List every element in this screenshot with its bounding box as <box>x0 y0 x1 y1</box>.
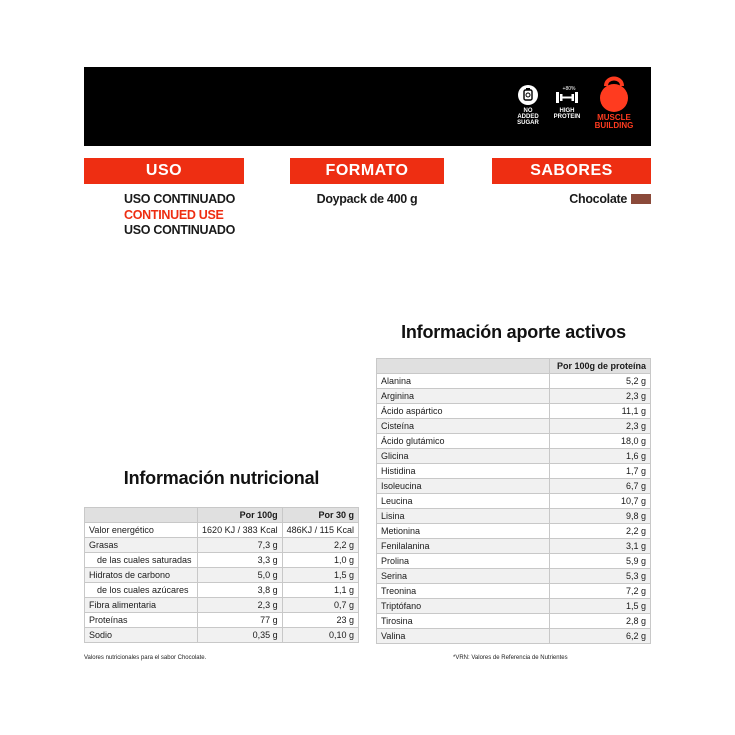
nutricional-cell-value: 2,2 g <box>282 538 358 553</box>
sabores-header: SABORES <box>492 158 651 184</box>
activos-cell-value: 3,1 g <box>550 539 651 554</box>
nutricional-cell-value: 3,3 g <box>198 553 283 568</box>
activos-row <box>377 389 651 404</box>
activos-row <box>377 539 651 554</box>
activos-cell-value: 6,7 g <box>550 479 651 494</box>
dumbbell-icon-text: +80% <box>562 86 576 92</box>
activos-cell-name: Glicina <box>377 449 550 464</box>
nutricional-row <box>85 553 359 568</box>
activos-cell-value: 5,2 g <box>550 374 651 389</box>
activos-row <box>377 419 651 434</box>
activos-cell-name: Leucina <box>377 494 550 509</box>
nutricional-cell-value: 0,35 g <box>198 628 283 643</box>
activos-cell-value: 9,8 g <box>550 509 651 524</box>
nutricional-header-row <box>85 508 359 523</box>
nutricional-cell-name: Proteínas <box>85 613 198 628</box>
activos-cell-value: 2,3 g <box>550 389 651 404</box>
activos-cell-value: 1,5 g <box>550 599 651 614</box>
activos-table <box>376 358 651 644</box>
nutricional-cell-value: 0,10 g <box>282 628 358 643</box>
activos-cell-value: 18,0 g <box>550 434 651 449</box>
badge-muscle-building <box>594 74 634 130</box>
activos-cell-name: Tirosina <box>377 614 550 629</box>
nutricional-row <box>85 583 359 598</box>
activos-cell-name: Serina <box>377 569 550 584</box>
activos-cell-value: 2,2 g <box>550 524 651 539</box>
flavor-name: Chocolate <box>569 192 627 206</box>
uso-text <box>124 192 235 239</box>
activos-header-per100: Por 100g de proteína <box>550 359 651 374</box>
formato-header: FORMATO <box>290 158 444 184</box>
uso-line: USO CONTINUADO <box>124 223 236 237</box>
nutricional-cell-name: Fibra alimentaria <box>85 598 198 613</box>
activos-row <box>377 524 651 539</box>
flavor-swatch <box>631 194 651 204</box>
activos-cell-name: Cisteína <box>377 419 550 434</box>
activos-cell-value: 7,2 g <box>550 584 651 599</box>
activos-row <box>377 464 651 479</box>
activos-cell-value: 11,1 g <box>550 404 651 419</box>
activos-cell-value: 2,3 g <box>550 419 651 434</box>
uso-line-highlight: CONTINUED USE <box>124 207 224 222</box>
activos-cell-name: Ácido aspártico <box>377 404 550 419</box>
activos-row <box>377 374 651 389</box>
activos-row <box>377 584 651 599</box>
activos-cell-value: 5,9 g <box>550 554 651 569</box>
badge-label: MUSCLE BUILDING <box>594 113 634 130</box>
activos-row <box>377 449 651 464</box>
activos-cell-name: Treonina <box>377 584 550 599</box>
nutricional-table <box>84 507 359 643</box>
footnote-flavor: Valores nutricionales para el sabor Chocolate. <box>84 655 207 661</box>
nutricional-cell-value: 3,8 g <box>198 583 283 598</box>
nutricional-cell-name: de los cuales azúcares <box>85 583 198 598</box>
formato-text: Doypack de 400 g <box>316 192 418 206</box>
activos-cell-value: 2,8 g <box>550 614 651 629</box>
badge-label: NO ADDED SUGAR <box>517 108 539 126</box>
activos-row <box>377 509 651 524</box>
nutricional-row <box>85 613 359 628</box>
nutricional-cell-name: de las cuales saturadas <box>85 553 198 568</box>
activos-header-blank <box>377 359 550 374</box>
activos-cell-value: 1,7 g <box>550 464 651 479</box>
activos-header-row <box>377 359 651 374</box>
activos-cell-value: 5,3 g <box>550 569 651 584</box>
activos-row <box>377 569 651 584</box>
activos-cell-name: Lisina <box>377 509 550 524</box>
nutricional-cell-value: 23 g <box>282 613 358 628</box>
activos-cell-value: 10,7 g <box>550 494 651 509</box>
nutricional-cell-value: 0,7 g <box>282 598 358 613</box>
nutricional-row <box>85 568 359 583</box>
nutricional-cell-name: Valor energético <box>85 523 198 538</box>
badge-high-protein <box>552 84 582 120</box>
nutricional-row <box>85 523 359 538</box>
kettlebell-icon <box>596 74 632 112</box>
nutricional-cell-name: Sodio <box>85 628 198 643</box>
activos-cell-name: Histidina <box>377 464 550 479</box>
nutricional-row <box>85 628 359 643</box>
activos-cell-name: Isoleucina <box>377 479 550 494</box>
activos-row <box>377 554 651 569</box>
nutricional-cell-value: 2,3 g <box>198 598 283 613</box>
activos-cell-name: Prolina <box>377 554 550 569</box>
uso-header: USO <box>84 158 244 184</box>
nutricional-row <box>85 538 359 553</box>
activos-row <box>377 599 651 614</box>
badge-label: HIGH PROTEIN <box>553 108 581 120</box>
dumbbell-icon <box>553 84 581 106</box>
nutricional-cell-value: 1,5 g <box>282 568 358 583</box>
nutricional-cell-value: 7,3 g <box>198 538 283 553</box>
activos-cell-name: Triptófano <box>377 599 550 614</box>
nutricional-cell-value: 1620 KJ / 383 Kcal <box>198 523 283 538</box>
activos-cell-name: Alanina <box>377 374 550 389</box>
nutricional-row <box>85 598 359 613</box>
activos-row <box>377 404 651 419</box>
nutricional-header-per100: Por 100g <box>198 508 283 523</box>
footnote-vrn: *VRN: Valores de Referencia de Nutrientes <box>453 655 568 661</box>
activos-cell-value: 1,6 g <box>550 449 651 464</box>
nutricional-title: Información nutricional <box>123 468 320 488</box>
activos-cell-value: 6,2 g <box>550 629 651 644</box>
nutricional-header-per30: Por 30 g <box>282 508 358 523</box>
nutricional-cell-value: 1,0 g <box>282 553 358 568</box>
activos-row <box>377 479 651 494</box>
badge-no-added-sugar <box>515 84 541 126</box>
nutricional-cell-name: Grasas <box>85 538 198 553</box>
nutricional-cell-value: 486KJ / 115 Kcal <box>282 523 358 538</box>
nutricional-cell-value: 5,0 g <box>198 568 283 583</box>
activos-cell-name: Arginina <box>377 389 550 404</box>
activos-row <box>377 434 651 449</box>
nutricional-header-blank <box>85 508 198 523</box>
nutricional-cell-value: 1,1 g <box>282 583 358 598</box>
nutricional-cell-value: 77 g <box>198 613 283 628</box>
activos-row <box>377 614 651 629</box>
activos-cell-name: Metionina <box>377 524 550 539</box>
flavor <box>569 192 651 206</box>
activos-cell-name: Valina <box>377 629 550 644</box>
no-sugar-icon <box>517 84 539 106</box>
uso-line: USO CONTINUADO <box>124 192 236 206</box>
nutricional-cell-name: Hidratos de carbono <box>85 568 198 583</box>
activos-row <box>377 629 651 644</box>
activos-row <box>377 494 651 509</box>
activos-title: Información aporte activos <box>401 322 626 342</box>
activos-cell-name: Ácido glutámico <box>377 434 550 449</box>
activos-cell-name: Fenilalanina <box>377 539 550 554</box>
